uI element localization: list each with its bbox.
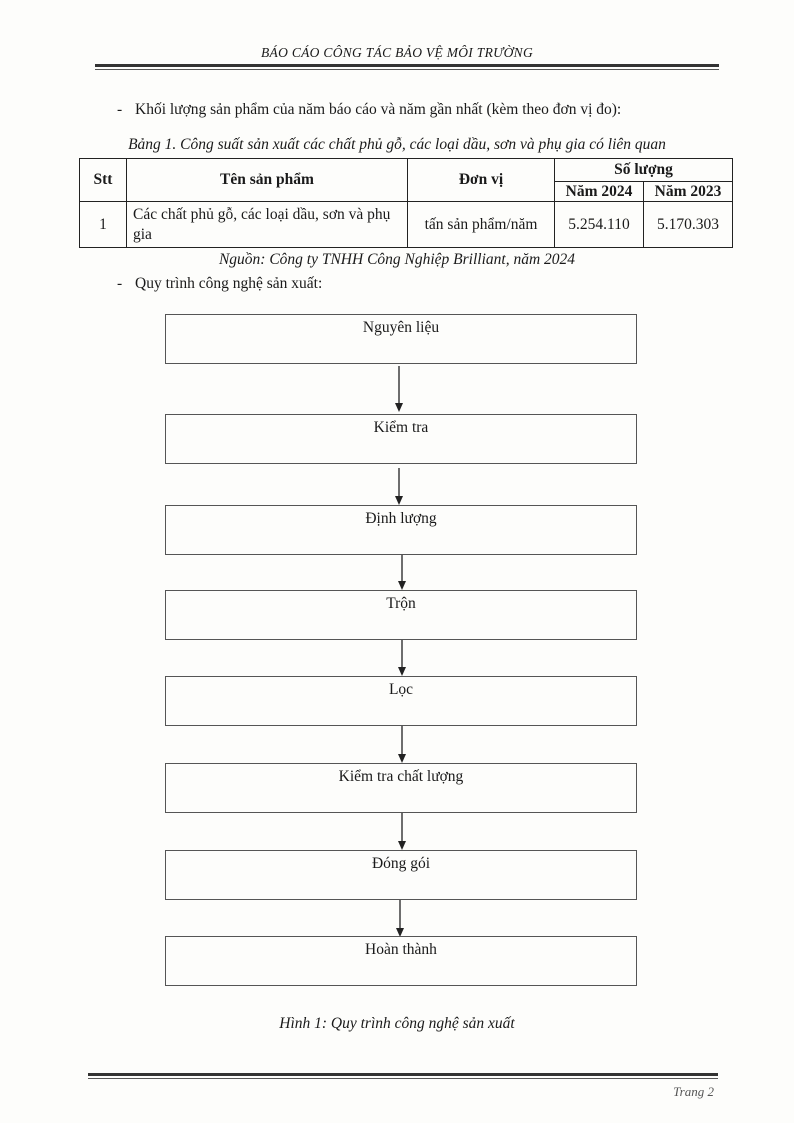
col-header-name: Tên sản phẩm [127, 159, 408, 202]
flow-step-quality-check: Kiểm tra chất lượng [165, 763, 637, 813]
col-header-quantity: Số lượng [555, 159, 733, 182]
flow-step-inspection: Kiểm tra [165, 414, 637, 464]
page-header-title: BÁO CÁO CÔNG TÁC BẢO VỆ MÔI TRƯỜNG [261, 45, 533, 60]
col-header-stt: Stt [80, 159, 127, 202]
flow-arrow [393, 366, 405, 412]
bullet-process [117, 275, 322, 293]
flow-step-finished: Hoàn thành [165, 936, 637, 986]
header-rule [95, 64, 719, 67]
figure-caption: Hình 1: Quy trình công nghệ sản xuất [279, 1015, 515, 1032]
footer-rule [88, 1073, 718, 1076]
production-table [79, 158, 733, 248]
cell-2023: 5.170.303 [644, 202, 733, 248]
flow-step-filtering: Lọc [165, 676, 637, 726]
page-number: Trang 2 [673, 1084, 714, 1099]
flow-step-dosing: Định lượng [165, 505, 637, 555]
cell-name: Các chất phủ gỗ, các loại dầu, sơn và phụ gia [127, 202, 408, 248]
table-caption: Bảng 1. Công suất sản xuất các chất phủ gỗ, các loại dầu, sơn và phụ gia có liên quan [128, 136, 666, 153]
flow-step-mixing: Trộn [165, 590, 637, 640]
cell-unit: tấn sản phẩm/năm [408, 202, 555, 248]
table-row [80, 202, 733, 248]
bullet-dash: - [117, 101, 123, 118]
flow-step-raw-materials: Nguyên liệu [165, 314, 637, 364]
bullet-volume [117, 101, 621, 119]
cell-2024: 5.254.110 [555, 202, 644, 248]
col-header-unit: Đơn vị [408, 159, 555, 202]
col-header-year-2023: Năm 2023 [644, 182, 733, 202]
bullet-dash: - [117, 275, 123, 292]
col-header-year-2024: Năm 2024 [555, 182, 644, 202]
bullet-process-text: Quy trình công nghệ sản xuất: [135, 275, 323, 292]
table-source: Nguồn: Công ty TNHH Công Nghiệp Brilliant, năm 2024 [218, 251, 576, 268]
footer-rule-thin [88, 1078, 718, 1079]
header-rule-thin [95, 69, 719, 70]
bullet-volume-text: Khối lượng sản phẩm của năm báo cáo và năm gần nhất (kèm theo đơn vị đo): [135, 101, 622, 118]
cell-stt: 1 [80, 202, 127, 248]
flow-step-packaging: Đóng gói [165, 850, 637, 900]
